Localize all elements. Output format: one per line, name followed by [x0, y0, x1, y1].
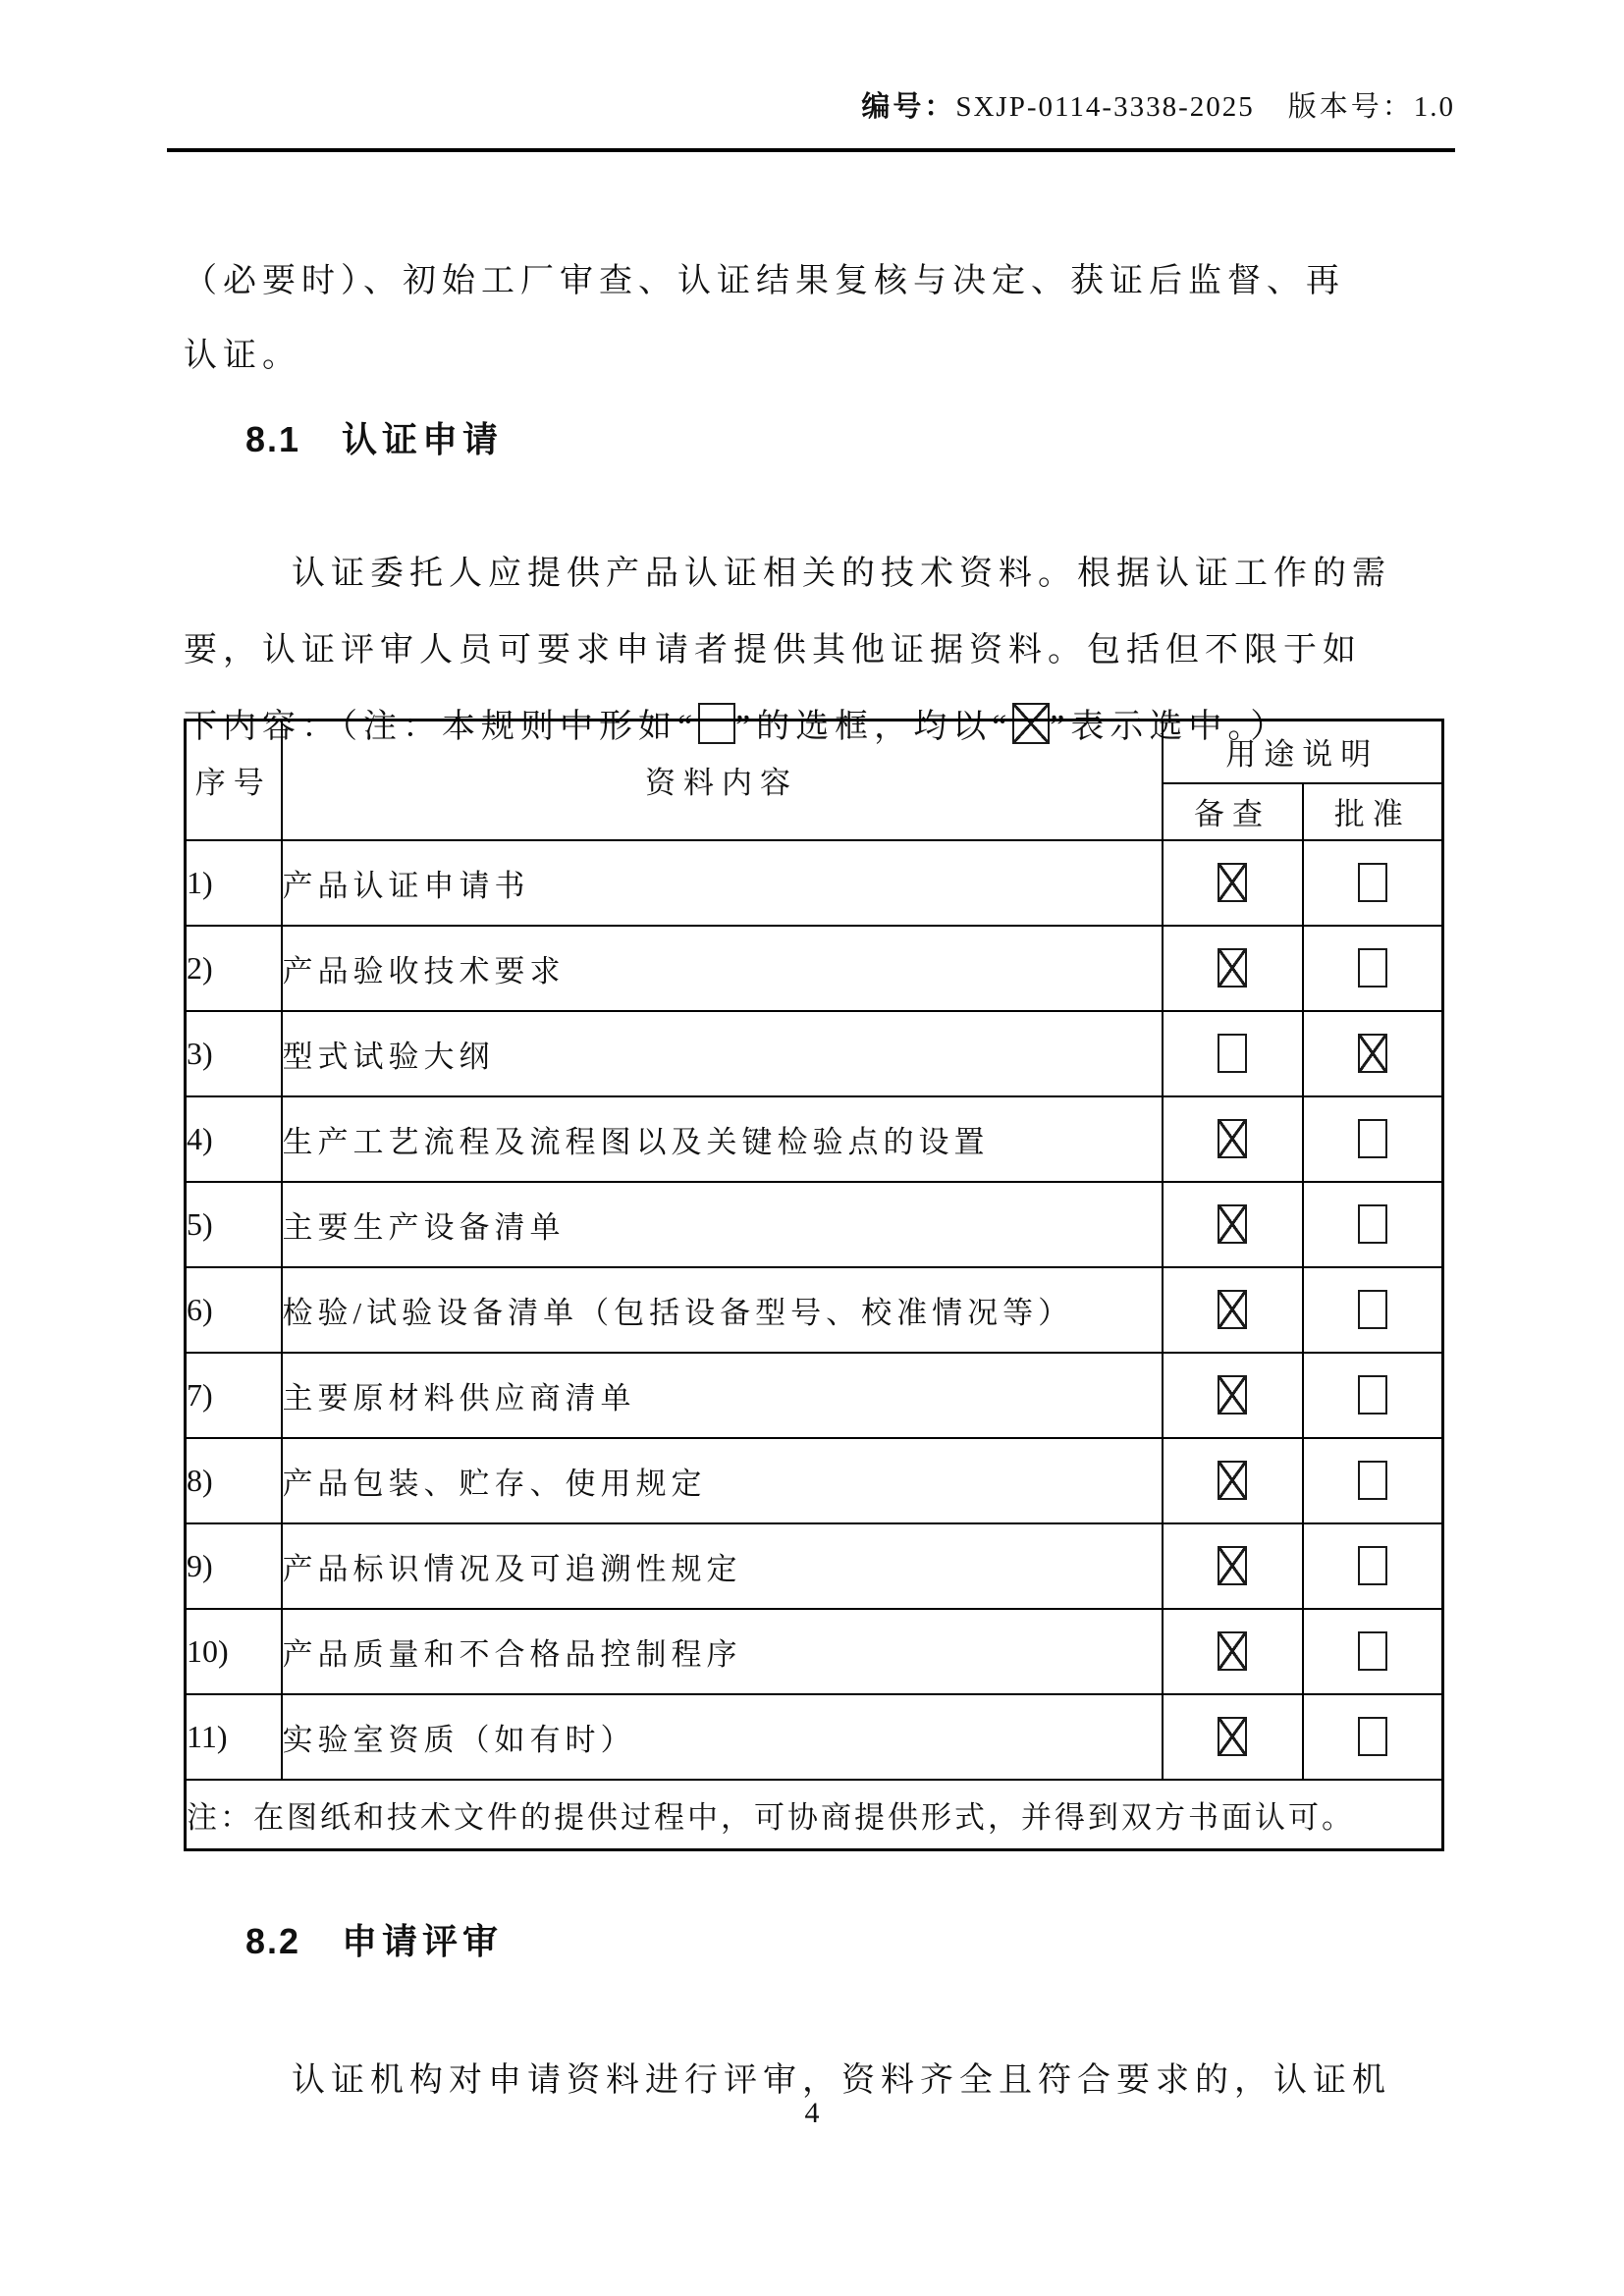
table-row — [186, 1438, 1443, 1523]
row-content: 生产工艺流程及流程图以及关键检验点的设置 — [282, 1096, 1163, 1182]
check-reference-checkbox — [1218, 1119, 1247, 1158]
check-reference-checkbox — [1218, 1204, 1247, 1244]
row-index: 3) — [186, 1011, 282, 1096]
table-body — [186, 840, 1443, 1780]
row-index: 6) — [186, 1267, 282, 1353]
table-row — [186, 1011, 1443, 1096]
row-index: 8) — [186, 1438, 282, 1523]
approval-checkbox — [1358, 948, 1387, 988]
check-reference-checkbox — [1218, 948, 1247, 988]
check-reference-checkbox — [1218, 1546, 1247, 1585]
table-note: 注：在图纸和技术文件的提供过程中，可协商提供形式，并得到双方书面认可。 — [186, 1780, 1443, 1850]
row-content: 产品包装、贮存、使用规定 — [282, 1438, 1163, 1523]
review-paragraph: 认证机构对申请资料进行评审，资料齐全且符合要求的，认证机 — [292, 2062, 1391, 2099]
version-label: 版本号： — [1287, 91, 1414, 123]
check-reference-checkbox — [1218, 1717, 1247, 1756]
check-reference-checkbox — [1218, 1290, 1247, 1329]
intro-paragraph: （必要时）、初始工厂审查、认证结果复核与决定、获证后监督、再认证。 — [184, 263, 1345, 374]
paragraph-text-segment: ”表示选中。） — [1050, 709, 1290, 745]
table-row — [186, 1523, 1443, 1609]
materials-table — [184, 719, 1444, 1851]
row-index: 10) — [186, 1609, 282, 1694]
check-reference-checkbox — [1218, 1375, 1247, 1415]
approval-checkbox — [1358, 1631, 1387, 1671]
approval-checkbox — [1358, 863, 1387, 902]
section-title: 认证申请 — [342, 419, 504, 459]
paragraph-text-segment: ”的选框，均以“ — [735, 709, 1013, 745]
table-row — [186, 1096, 1443, 1182]
row-content: 产品标识情况及可追溯性规定 — [282, 1523, 1163, 1609]
approval-checkbox — [1358, 1204, 1387, 1244]
table-row — [186, 1609, 1443, 1694]
row-index: 1) — [186, 840, 282, 926]
row-content: 主要生产设备清单 — [282, 1182, 1163, 1267]
section-8-2-heading — [245, 1914, 503, 1964]
version-value: 1.0 — [1413, 91, 1455, 123]
approval-checkbox — [1358, 1290, 1387, 1329]
approval-checkbox — [1358, 1717, 1387, 1756]
row-content: 产品验收技术要求 — [282, 926, 1163, 1011]
paragraph-text-segment: 认证委托人应提供产品认证相关的技术资料。根据认证工作的需要，认证评审人员可要求申请者提供其他证据资料。包括但不限于如下内容：（注：本规则中形如“ — [184, 556, 1391, 745]
row-index: 2) — [186, 926, 282, 1011]
approval-checkbox — [1358, 1034, 1387, 1073]
approval-checkbox — [1358, 1461, 1387, 1500]
row-content: 产品认证申请书 — [282, 840, 1163, 926]
section-title: 申请评审 — [342, 1921, 504, 1961]
doc-number-header — [0, 84, 1455, 125]
table-row — [186, 926, 1443, 1011]
row-index: 9) — [186, 1523, 282, 1609]
approval-checkbox — [1358, 1546, 1387, 1585]
table-row — [186, 1694, 1443, 1780]
doc-no-label: 编号： — [861, 91, 956, 123]
table-row — [186, 1267, 1443, 1353]
header-rule — [167, 148, 1455, 152]
row-index: 4) — [186, 1096, 282, 1182]
row-content: 检验/试验设备清单（包括设备型号、校准情况等） — [282, 1267, 1163, 1353]
approval-checkbox — [1358, 1119, 1387, 1158]
page-number: 4 — [804, 2097, 820, 2129]
check-reference-checkbox — [1218, 1461, 1247, 1500]
table-header-approve: 批准 — [1303, 783, 1443, 840]
table-header-index: 序号 — [186, 721, 282, 840]
table-row — [186, 1182, 1443, 1267]
row-index: 11) — [186, 1694, 282, 1780]
row-index: 5) — [186, 1182, 282, 1267]
row-content: 型式试验大纲 — [282, 1011, 1163, 1096]
table-row — [186, 840, 1443, 926]
section-number: 8.2 — [245, 1921, 301, 1961]
row-index: 7) — [186, 1353, 282, 1438]
row-content: 实验室资质（如有时） — [282, 1694, 1163, 1780]
section-8-1-heading — [245, 412, 503, 462]
row-content: 产品质量和不合格品控制程序 — [282, 1609, 1163, 1694]
check-reference-checkbox — [1218, 1631, 1247, 1671]
check-reference-checkbox — [1218, 863, 1247, 902]
table-header-check: 备查 — [1163, 783, 1303, 840]
check-reference-checkbox — [1218, 1034, 1247, 1073]
table-row — [186, 1353, 1443, 1438]
row-content: 主要原材料供应商清单 — [282, 1353, 1163, 1438]
table-header-usage: 用途说明 — [1163, 721, 1443, 783]
table-header-content: 资料内容 — [282, 721, 1163, 840]
section-number: 8.1 — [245, 419, 301, 459]
doc-no-value: SXJP-0114-3338-2025 — [955, 91, 1255, 123]
approval-checkbox — [1358, 1375, 1387, 1415]
